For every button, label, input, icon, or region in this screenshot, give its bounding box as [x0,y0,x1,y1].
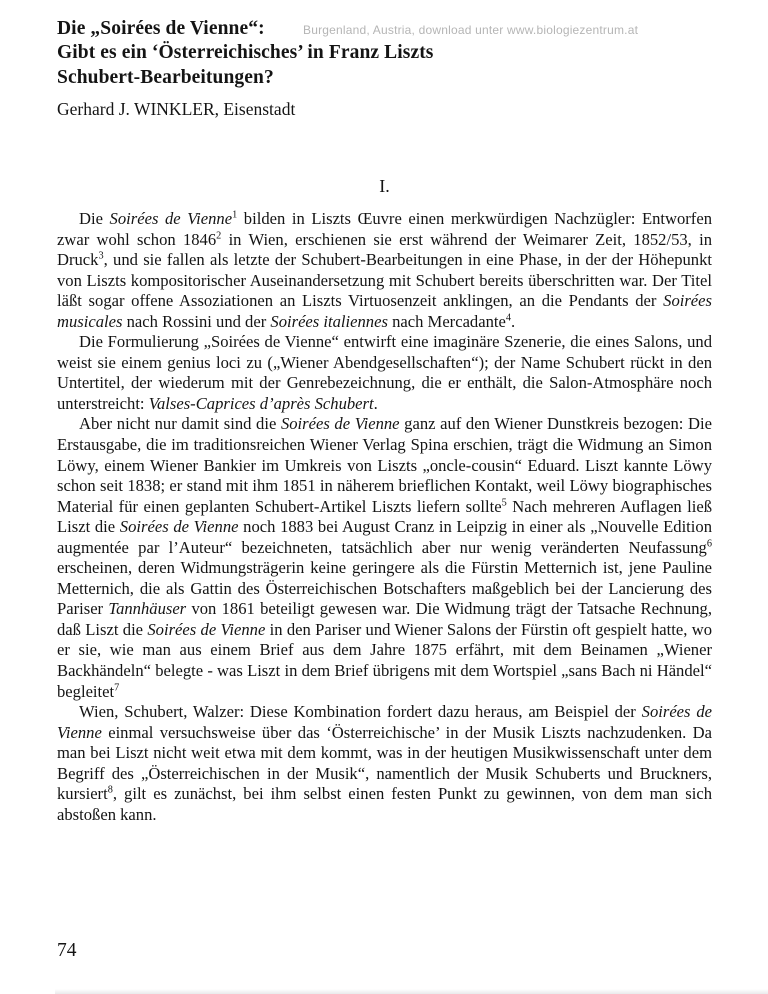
scan-watermark: Burgenland, Austria, download unter www.biologiezentrum.at [303,23,639,37]
paragraph-3: Aber nicht nur damit sind die Soirées de Vienne ganz auf den Wiener Dunstkreis bezogen: Die Erstausgabe, die im traditionsreichen Wiener Verlag Spina erschien, trägt die Widmung an Simon Löwy, einem Wiener Bankier im Umkreis von Liszts „oncle-cousin“ Eduard. Liszt kannte Löwy schon seit 1838; er stand mit ihm 1851 in näherem brieflichen Kontakt, weil Löwy biographisches Material für einen geplanten Schubert-Artikel Liszts liefern sollte$^5$ Nach mehreren Auflagen ließ Liszt die Soirées de Vienne noch 1883 bei August Cranz in Leipzig in einer als „Nouvelle Edition augmentée par l’Auteur“ bezeichneten, tatsächlich aber nur wenig veränderten Neufassung$^6$ erscheinen, deren Widmungsträgerin keine geringere als die Fürstin Metternich ist, jene Pauline Metternich, die als Gattin des Österreichischen Botschafters maßgeblich bei der Lancierung des Pariser Tannhäuser von 1861 beteiligt gewesen war. Die Widmung trägt der Tatsache Rechnung, daß Liszt die Soirées de Vienne in den Pariser und Wiener Salons der Fürstin oft gespielt hatte, wo er sie, wie man aus einem Brief aus dem Jahre 1875 erfährt, mit dem Beinamen „Wiener Backhändeln“ belegte - was Liszt in dem Brief übrigens mit dem Wortspiel „sans Bach ni Händel“ begleitet$^7$ [57,414,712,701]
page-number: 74 [57,940,77,961]
article-title-line-2: Gibt es ein ‘Österreichisches’ in Franz Liszts [57,42,434,64]
section-heading: I. [379,176,390,196]
article-title-line-1: Die „Soirées de Vienne“: [57,18,265,39]
paragraph-1: Die Soirées de Vienne$^1$ bilden in Liszts Œuvre einen merkwürdigen Nachzügler: Entworfen zwar wohl schon 1846$^2$ in Wien, erschienen sie erst während der Weimarer Zeit, 1852/53, in Druck$^3$, und sie fallen als letzte der Schubert-Bearbeitungen in eine Phase, in der der Höhepunkt von Liszts kompositorischer Auseinandersetzung mit Schubert bereits überschritten war. Der Titel läßt sogar offene Assoziationen an Liszts Virtuosenzeit anklingen, an die Pendants der Soirées musicales nach Rossini und der Soirées italiennes nach Mercadante$^4$. [57,209,712,331]
paragraph-4: Wien, Schubert, Walzer: Diese Kombination fordert dazu heraus, am Beispiel der Soirées de Vienne einmal versuchsweise über das ‘Österreichische’ in der Musik Liszts nachzudenken. Da man bei Liszt nicht weit etwa mit dem kommt, was in der heutigen Musikwissenschaft unter dem Begriff des „Österreichischen in der Musik“, namentlich der Musik Schuberts und Bruckners, kursiert$^8$, gilt es zunächst, bei ihm selbst einen festen Punkt zu gewinnen, von dem man sich abstoßen kann. [57,702,712,824]
article-title-line-3: Schubert-Bearbeitungen? [57,66,274,88]
scan-edge-shadow [55,989,768,994]
article-body [57,209,712,825]
author-byline: Gerhard J. WINKLER, Eisenstadt [57,99,296,119]
paragraph-2: Die Formulierung „Soirées de Vienne“ entwirft eine imaginäre Szenerie, die eines Salons, und weist sie einem genius loci zu („Wiener Abendgesellschaften“); der Name Schubert rückt in den Untertitel, der wiederum mit der Genrebezeichnung, die er enthält, die Salon-Atmosphäre noch unterstreicht: Valses-Caprices d’après Schubert. [57,332,712,413]
article-title [57,17,712,90]
